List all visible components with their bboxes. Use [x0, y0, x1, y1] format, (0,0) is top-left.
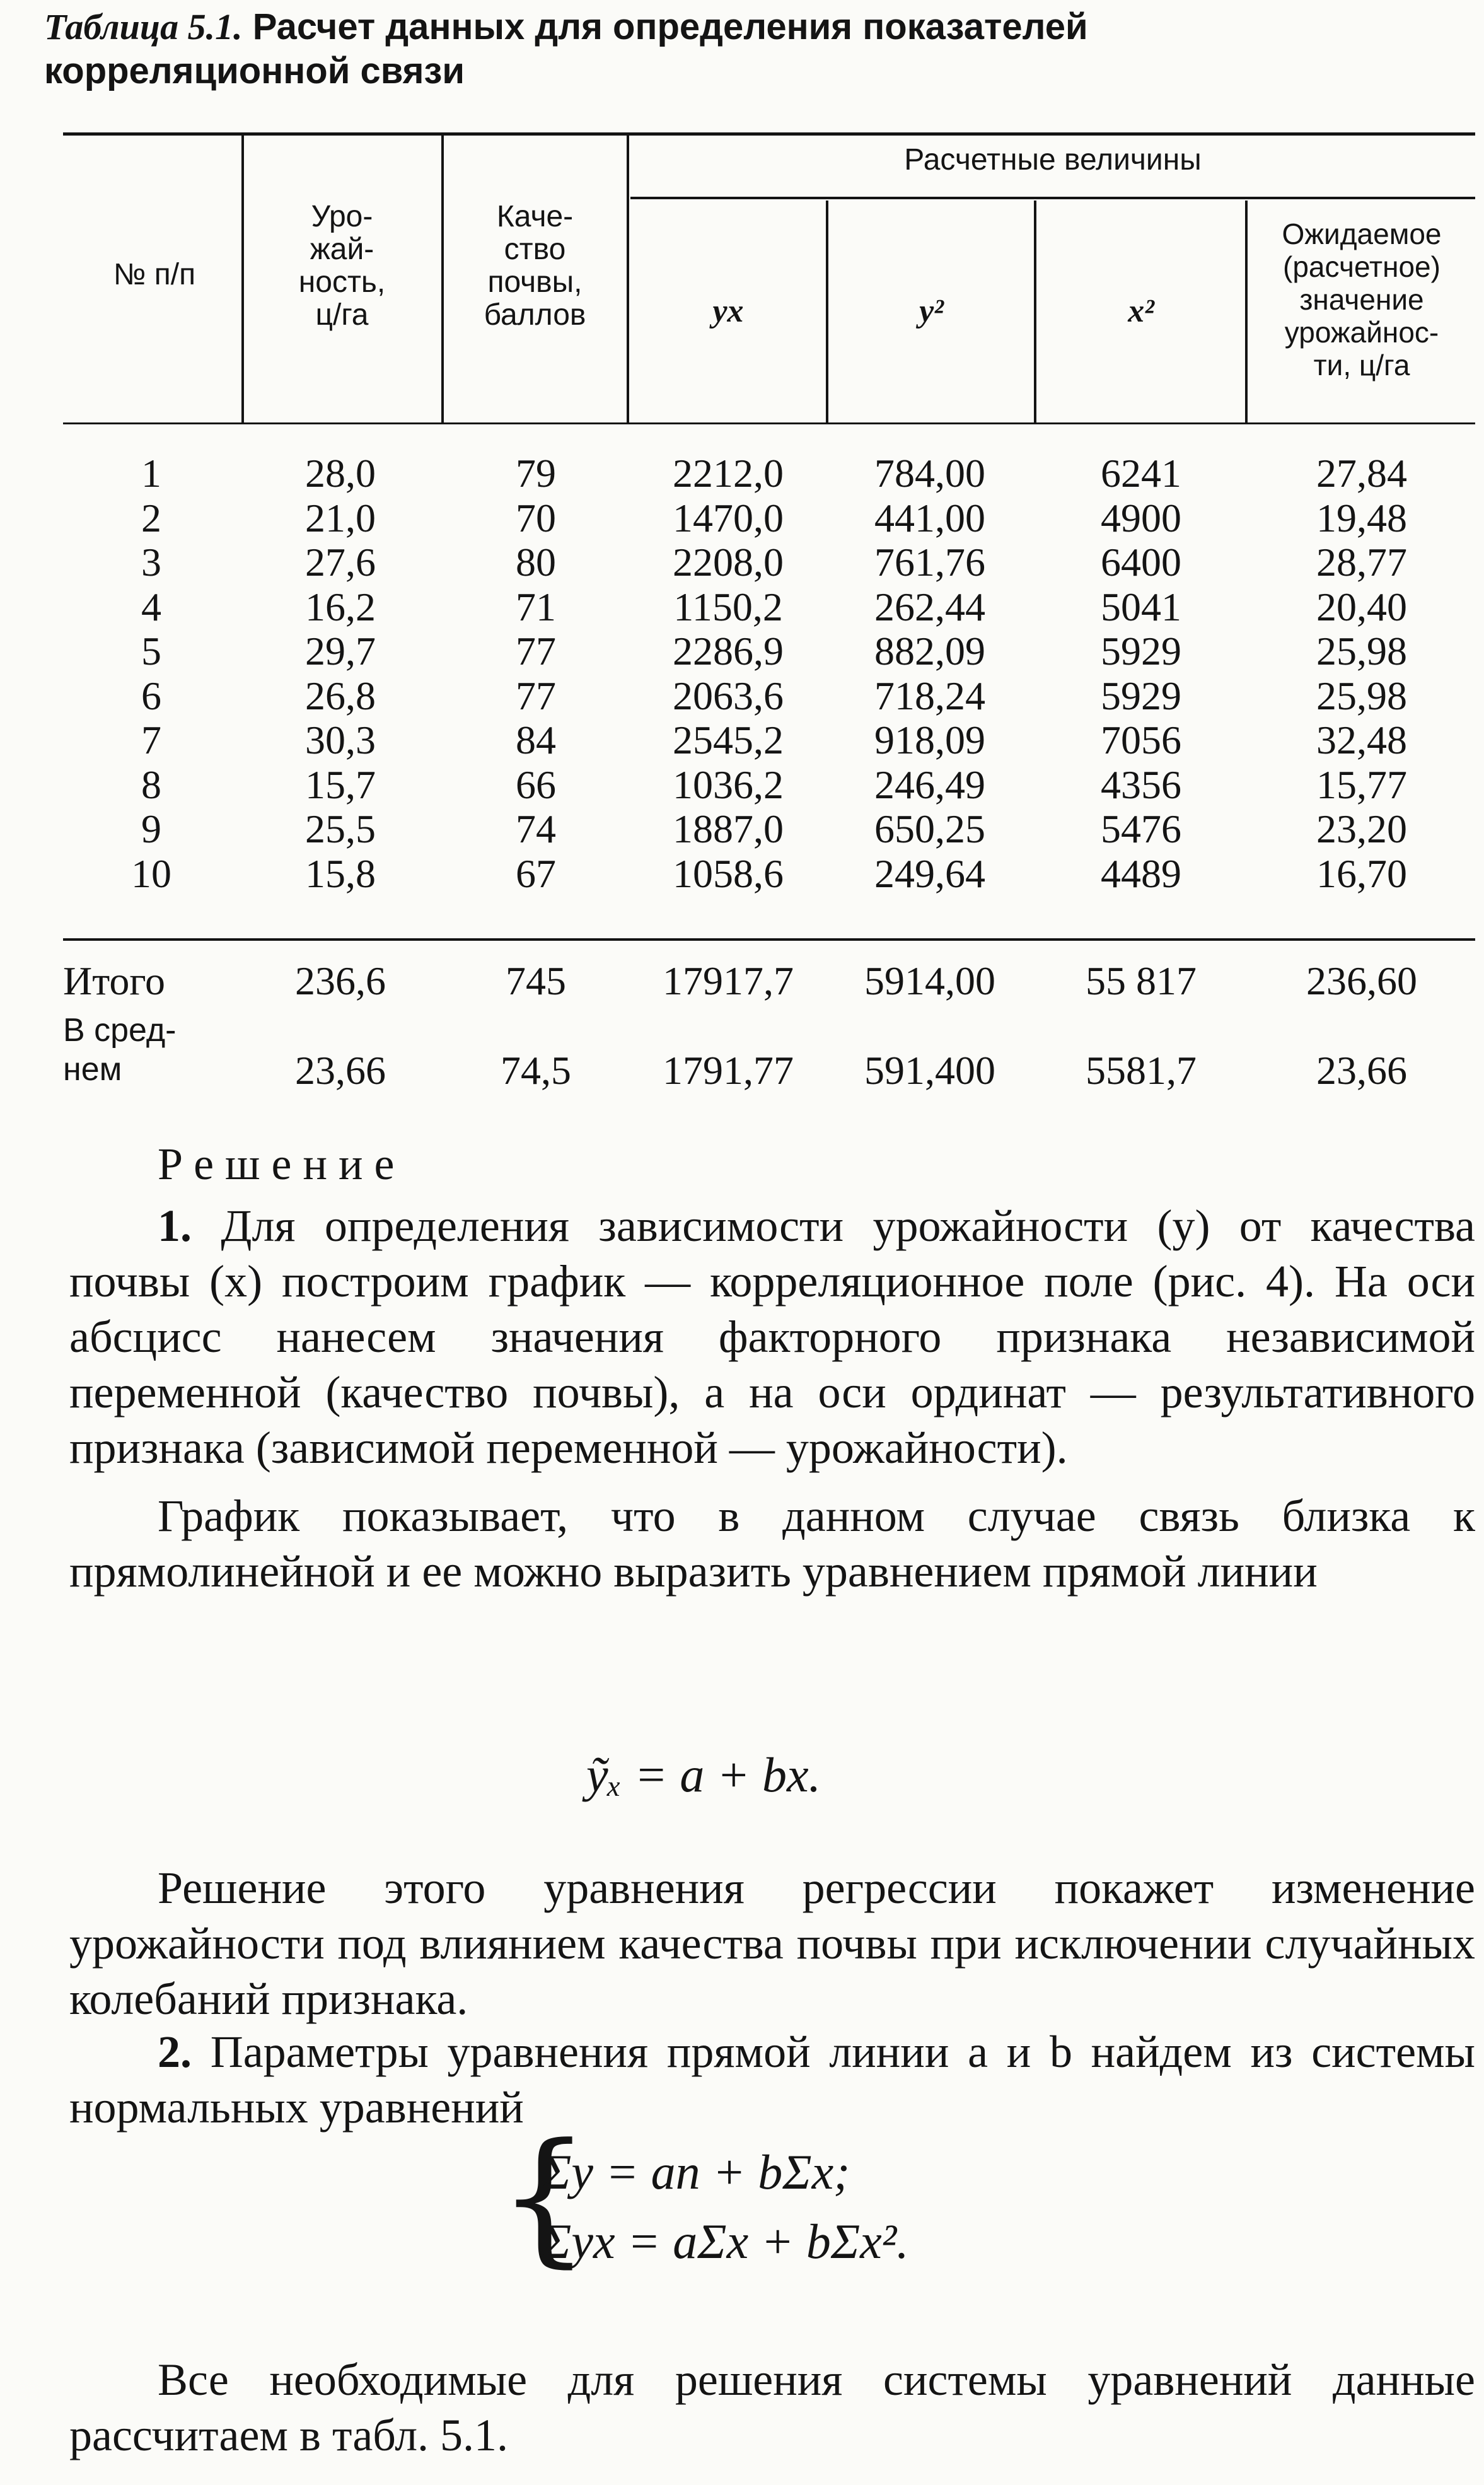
header-yield-l1: Уро-	[311, 200, 373, 233]
paragraph-4-number: 2.	[158, 2027, 192, 2077]
col-rule-6	[1245, 201, 1248, 422]
header-yx: yx	[712, 293, 744, 329]
totals-rule	[63, 938, 1475, 941]
paragraph-2: График показывает, что в данном случае связь близка к прямолинейной и ее можно выразить уравнением прямой линии	[69, 1491, 1475, 1597]
table-cell: 6241	[1101, 451, 1181, 496]
table-cell: 262,44	[874, 584, 985, 629]
system-equation-2: Σyx = aΣx + bΣx².	[542, 2214, 909, 2269]
group-header-rule	[630, 197, 1475, 199]
col-rule-4	[826, 201, 828, 422]
header-soil-l2: ство	[504, 233, 566, 266]
average-label: нем	[63, 1051, 122, 1088]
table-caption	[44, 5, 1431, 93]
table-cell: 27,6	[305, 540, 376, 585]
table-cell: 71	[516, 584, 556, 629]
table-cell: 2545,2	[673, 718, 784, 762]
total-cell: 17917,7	[663, 958, 794, 1003]
average-cell: 5581,7	[1086, 1048, 1197, 1093]
paragraph-5: Все необходимые для решения системы уравнений данные рассчитаем в табл. 5.1.	[69, 2354, 1475, 2460]
header-soil-l3: почвы,	[487, 265, 583, 299]
table-cell: 19,48	[1316, 495, 1407, 540]
col-rule-2	[441, 136, 444, 422]
table-cell: 4900	[1101, 495, 1181, 540]
table-cell: 1470,0	[673, 495, 784, 540]
table-caption-line1: Расчет данных для определения показателей	[252, 6, 1088, 47]
header-num: № п/п	[113, 258, 196, 291]
table-cell: 23,20	[1316, 806, 1407, 851]
col-rule-3	[627, 136, 629, 422]
table-cell: 10	[131, 851, 171, 896]
table-cell: 2212,0	[673, 451, 784, 496]
table-cell: 25,5	[305, 806, 376, 851]
total-cell: 236,60	[1306, 958, 1417, 1003]
header-expected-l5: ти, ц/га	[1313, 349, 1410, 381]
table-caption-label: Таблица 5.1.	[44, 6, 243, 47]
table-cell: 1887,0	[673, 806, 784, 851]
average-cell: 23,66	[295, 1048, 386, 1093]
table-cell: 74	[516, 806, 556, 851]
table-cell: 25,98	[1316, 629, 1407, 673]
header-y2: y²	[919, 293, 944, 329]
table-cell: 15,7	[305, 762, 376, 807]
header-yield	[246, 201, 438, 332]
table-cell: 249,64	[874, 851, 985, 896]
table-cell: 918,09	[874, 718, 985, 762]
col-rule-5	[1034, 201, 1036, 422]
table-cell: 16,70	[1316, 851, 1407, 896]
system-brace: {	[498, 2113, 591, 2281]
total-cell: Итого	[63, 958, 165, 1003]
header-soil-l4: баллов	[484, 298, 586, 332]
table-cell: 5476	[1101, 806, 1181, 851]
table-cell: 4489	[1101, 851, 1181, 896]
table-top-rule	[63, 132, 1475, 136]
table-cell: 7	[141, 718, 161, 762]
table-cell: 2286,9	[673, 629, 784, 673]
paragraph-4-text: Параметры уравнения прямой линии a и b найдем из системы нормальных уравнений	[69, 2027, 1475, 2133]
table-cell: 6	[141, 673, 161, 718]
header-group: Расчетные величины	[904, 143, 1202, 177]
table-cell: 26,8	[305, 673, 376, 718]
table-cell: 80	[516, 540, 556, 585]
table-cell: 28,77	[1316, 540, 1407, 585]
paragraph-1	[69, 1198, 1475, 1475]
table-cell: 784,00	[874, 451, 985, 496]
table-cell: 2208,0	[673, 540, 784, 585]
table-cell: 20,40	[1316, 584, 1407, 629]
regression-formula: ỹₓ = a + bx.	[586, 1747, 821, 1802]
average-cell: 74,5	[501, 1048, 571, 1093]
average-cell: 1791,77	[663, 1048, 794, 1093]
col-rule-1	[241, 136, 244, 422]
table-cell: 5929	[1101, 673, 1181, 718]
table-cell: 25,98	[1316, 673, 1407, 718]
header-yield-l2: жай-	[310, 233, 374, 266]
header-soil-l1: Каче-	[496, 200, 574, 233]
table-cell: 246,49	[874, 762, 985, 807]
table-cell: 441,00	[874, 495, 985, 540]
table-cell: 5929	[1101, 629, 1181, 673]
total-cell: 236,6	[295, 958, 386, 1003]
table-cell: 30,3	[305, 718, 376, 762]
table-cell: 21,0	[305, 495, 376, 540]
table-cell: 3	[141, 540, 161, 585]
header-yield-l3: ность,	[298, 265, 386, 299]
table-cell: 28,0	[305, 451, 376, 496]
average-cell: 591,400	[864, 1048, 995, 1093]
table-cell: 4	[141, 584, 161, 629]
paragraph-4	[69, 2024, 1475, 2135]
table-cell: 6400	[1101, 540, 1181, 585]
table-cell: 1150,2	[673, 584, 783, 629]
table-cell: 15,77	[1316, 762, 1407, 807]
table-cell: 882,09	[874, 629, 985, 673]
header-bottom-rule	[63, 422, 1475, 424]
system-equation-1: Σy = an + bΣx;	[542, 2145, 850, 2199]
table-cell: 67	[516, 851, 556, 896]
table-cell: 84	[516, 718, 556, 762]
table-cell: 4356	[1101, 762, 1181, 807]
table-caption-line2: корреляционной связи	[44, 50, 465, 91]
table-cell: 650,25	[874, 806, 985, 851]
table-cell: 718,24	[874, 673, 985, 718]
header-expected-l4: урожайнос-	[1284, 316, 1439, 349]
header-yield-l4: ц/га	[315, 298, 369, 332]
table-cell: 79	[516, 451, 556, 496]
header-expected-l3: значение	[1299, 283, 1424, 316]
header-expected-l1: Ожидаемое	[1282, 218, 1442, 250]
table-cell: 1058,6	[673, 851, 784, 896]
table-cell: 7056	[1101, 718, 1181, 762]
header-soil	[445, 201, 625, 332]
average-cell: 23,66	[1316, 1048, 1407, 1093]
table-cell: 2063,6	[673, 673, 784, 718]
paragraph-1-text: Для определения зависимости урожайности (y) от качества почвы (x) построим график — корреляционное поле (рис. 4). На оси абсцисс нанесем значения факторного признака независимой переменной (качество почвы), а на оси ординат — результативного признака (зависимой переменной — урожайности).	[69, 1201, 1475, 1473]
table-cell: 5041	[1101, 584, 1181, 629]
table-cell: 761,76	[874, 540, 985, 585]
table-cell: 32,48	[1316, 718, 1407, 762]
table-cell: 16,2	[305, 584, 376, 629]
total-cell: 5914,00	[864, 958, 995, 1003]
total-cell: 55 817	[1086, 958, 1197, 1003]
table-cell: 66	[516, 762, 556, 807]
table-cell: 1	[141, 451, 161, 496]
table-cell: 5	[141, 629, 161, 673]
table-cell: 27,84	[1316, 451, 1407, 496]
table-cell: 8	[141, 762, 161, 807]
header-expected	[1248, 218, 1475, 381]
table-cell: 9	[141, 806, 161, 851]
table-cell: 77	[516, 673, 556, 718]
table-cell: 15,8	[305, 851, 376, 896]
header-expected-l2: (расчетное)	[1283, 250, 1441, 283]
total-cell: 745	[506, 958, 566, 1003]
table-cell: 29,7	[305, 629, 376, 673]
paragraph-3: Решение этого уравнения регрессии покажет изменение урожайности под влиянием качества почвы при исключении случайных колебаний признака.	[69, 1863, 1475, 2024]
average-label: В сред-	[63, 1012, 177, 1049]
paragraph-1-number: 1.	[158, 1201, 192, 1251]
table-cell: 70	[516, 495, 556, 540]
table-cell: 1036,2	[673, 762, 784, 807]
table-cell: 2	[141, 495, 161, 540]
header-x2: x²	[1128, 293, 1154, 329]
section-heading: Решение	[158, 1139, 406, 1189]
table-cell: 77	[516, 629, 556, 673]
